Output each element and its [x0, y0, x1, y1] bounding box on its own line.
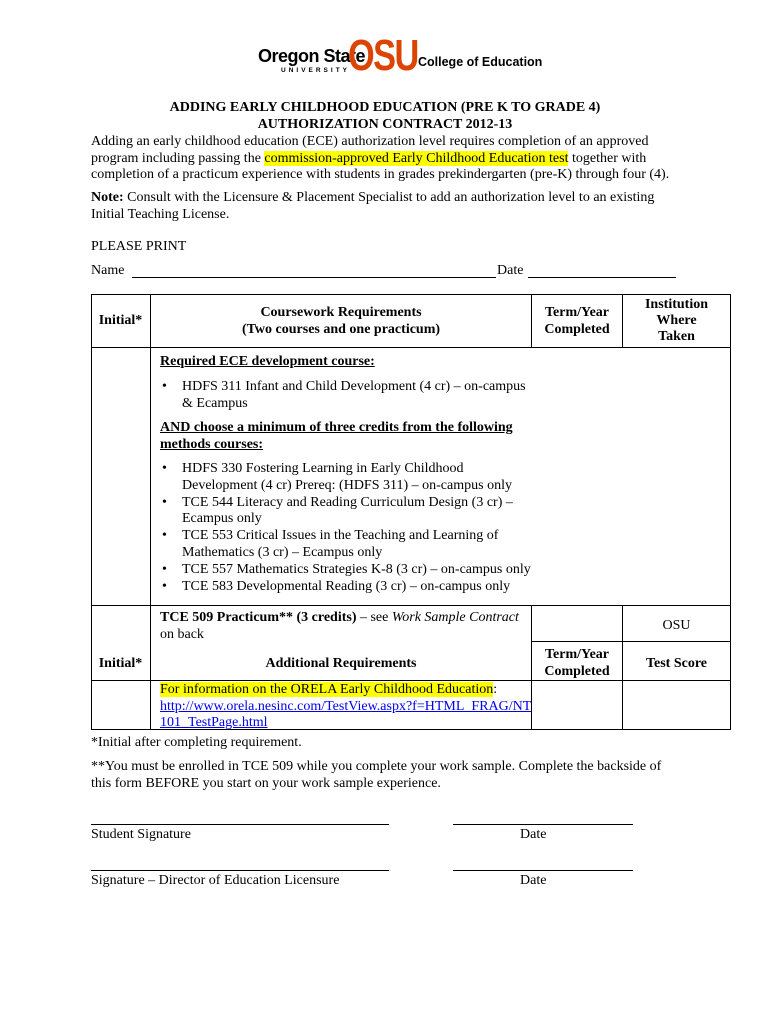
list-item: • TCE 553 Critical Issues in the Teaching and Learning of Mathematics (3 cr) – Ecampus only — [160, 528, 535, 562]
header-institution-line-2: Where — [656, 313, 697, 328]
orela-link[interactable]: http://www.orela.nesinc.com/TestView.aspx?f=HTML_FRAG/NT101_TestPage.html — [160, 698, 532, 730]
intro-paragraph — [91, 134, 681, 184]
logo-university: UNIVERSITY — [281, 67, 351, 74]
practicum-italic: Work Sample Contract — [391, 610, 519, 625]
header-coursework-line-1: Coursework Requirements — [260, 305, 422, 320]
list-item: • TCE 583 Developmental Reading (3 cr) – on-campus only — [160, 579, 535, 596]
list-item: • HDFS 330 Fostering Learning in Early Childhood Development (4 cr) Prereq: (HDFS 311) – on-campus only — [160, 461, 535, 495]
note-text: Consult with the Licensure & Placement Specialist to add an authorization level to an existing Initial Teaching License. — [91, 190, 655, 222]
practicum-institution: OSU — [662, 618, 691, 633]
student-signature-line[interactable] — [91, 824, 389, 825]
additional-initial: Initial* — [98, 656, 143, 671]
intro-highlight: commission-approved Early Childhood Education test — [264, 150, 569, 166]
logo-oregon-state: Oregon State — [258, 46, 366, 66]
note-paragraph — [91, 190, 671, 223]
additional-term-line-1: Term/Year — [544, 647, 610, 662]
methods-list — [160, 461, 535, 595]
header-initial: Initial* — [98, 313, 143, 328]
requirements-table — [91, 294, 731, 730]
additional-test-score: Test Score — [645, 656, 708, 671]
practicum-mid: – see — [356, 610, 392, 625]
logo-osu: OSU — [348, 31, 418, 80]
required-list — [160, 379, 530, 413]
orela-colon: : — [493, 682, 498, 697]
footnote-enrollment: **You must be enrolled in TCE 509 while you complete your work sample. Complete the backside of this form BEFORE you start on your work sample experience. — [91, 759, 662, 791]
name-label: Name — [91, 263, 125, 278]
director-signature-label: Signature – Director of Education Licensure — [91, 873, 340, 888]
title-line-1: ADDING EARLY CHILDHOOD EDUCATION (PRE K TO GRADE 4) — [169, 100, 601, 115]
please-print: PLEASE PRINT — [91, 239, 187, 254]
student-signature-label: Student Signature — [91, 827, 191, 842]
header-institution-line-1: Institution — [644, 297, 709, 312]
note-label: Note: — [91, 190, 124, 205]
list-item: • TCE 544 Literacy and Reading Curriculum Design (3 cr) – Ecampus only — [160, 495, 535, 529]
header-term-line-2: Completed — [544, 322, 610, 337]
footnote-initial: *Initial after completing requirement. — [91, 735, 302, 750]
practicum-bold: TCE 509 Practicum** (3 credits) — [160, 610, 357, 625]
additional-label: Additional Requirements — [265, 656, 417, 671]
header-institution-line-3: Taken — [658, 329, 695, 344]
date-input-line[interactable] — [528, 277, 676, 278]
logo-college-of-education: College of Education — [418, 55, 543, 69]
orela-highlight: For information on the ORELA Early Childhood Education — [160, 682, 494, 697]
practicum-text — [160, 610, 530, 643]
header-coursework-line-2: (Two courses and one practicum) — [241, 322, 441, 337]
list-item: • HDFS 311 Infant and Child Development (4 cr) – on-campus & Ecampus — [160, 379, 530, 413]
header-term-line-1: Term/Year — [544, 305, 610, 320]
intro-text-after: together with completion of a practicum experience with students in grades prekindergarten (pre-K) through four (4). — [91, 150, 670, 182]
director-signature-line[interactable] — [91, 870, 389, 871]
director-date-label: Date — [520, 873, 547, 888]
orela-info — [160, 682, 535, 732]
methods-heading: AND choose a minimum of three credits from the following methods courses: — [160, 420, 513, 452]
list-item: • TCE 557 Mathematics Strategies K-8 (3 cr) – on-campus only — [160, 562, 535, 579]
intro-text-before: Adding an early childhood education (ECE) authorization level requires completion of an approved program including passing the — [91, 134, 649, 166]
student-date-label: Date — [520, 827, 547, 842]
additional-term-line-2: Completed — [544, 664, 610, 679]
required-heading: Required ECE development course: — [160, 354, 375, 369]
student-date-line[interactable] — [453, 824, 633, 825]
date-label: Date — [497, 263, 524, 278]
director-date-line[interactable] — [453, 870, 633, 871]
name-input-line[interactable] — [132, 277, 496, 278]
practicum-end: on back — [160, 626, 204, 642]
title-line-2: AUTHORIZATION CONTRACT 2012-13 — [257, 117, 513, 132]
